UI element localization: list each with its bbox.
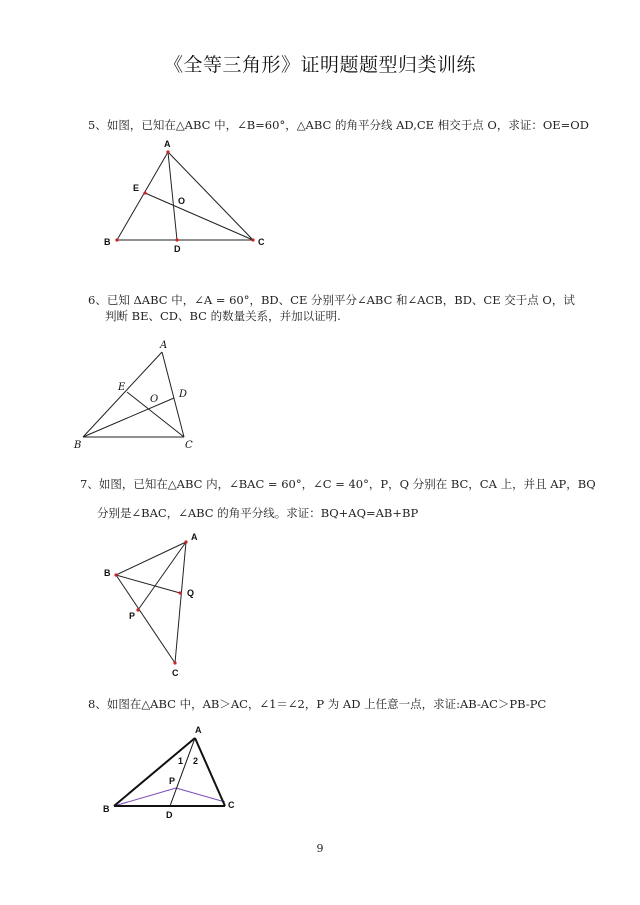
problem-7-figure [96, 530, 216, 680]
vertex-b-dot [114, 573, 117, 576]
bisector-ap [138, 542, 186, 610]
label-p: P [169, 776, 176, 786]
label-d: D [174, 244, 181, 254]
label-a: A [160, 340, 168, 351]
label-e: E [133, 183, 140, 193]
side-ab [116, 542, 186, 575]
vertex-c-dot [173, 661, 176, 664]
label-c: C [172, 668, 179, 678]
vertex-c-dot [251, 238, 254, 241]
label-b: B [74, 440, 82, 451]
problem-7-text-line-1: 7、如图，已知在△ABC 内，∠BAC = 60°，∠C = 40°，P，Q 分别在 BC，CA 上，并且 AP，BQ [80, 477, 596, 491]
point-e-dot [143, 191, 146, 194]
label-c: C [185, 440, 193, 451]
problem-6-text-line-1: 6、已知 ΔABC 中，∠A = 60°，BD、CE 分别平分∠ABC 和∠ACB，BD、CE 交于点 O，试 [88, 293, 575, 307]
point-p-dot [136, 608, 139, 611]
side-ac [195, 738, 225, 806]
problem-8-text: 8、如图在△ABC 中，AB＞AC，∠1＝∠2，P 为 AD 上任意一点，求证:AB-AC＞PB-PC [88, 697, 547, 711]
label-b: B [104, 568, 111, 578]
label-b: B [104, 237, 111, 247]
label-d: D [166, 810, 173, 820]
bisector-bd [83, 398, 174, 437]
label-angle-1: 1 [178, 756, 184, 766]
point-d-dot [175, 238, 178, 241]
problem-7-text-line-2: 分别是∠BAC，∠ABC 的角平分线。求证：BQ+AQ=AB+BP [97, 506, 419, 520]
label-c: C [228, 800, 235, 810]
page-title: 《全等三角形》证明题题型归类训练 [163, 54, 476, 76]
label-b: B [103, 804, 110, 814]
problem-5-figure [100, 138, 280, 258]
bisector-ce [145, 193, 253, 240]
problem-8-figure [100, 722, 250, 827]
label-o: O [150, 394, 159, 405]
label-a: A [164, 139, 171, 149]
bisector-bq [116, 575, 180, 593]
label-a: A [195, 725, 202, 735]
bisector-ad [168, 152, 177, 240]
label-o: O [178, 196, 186, 206]
point-q-dot [178, 591, 181, 594]
label-d: D [179, 389, 188, 400]
label-a: A [191, 532, 198, 542]
label-angle-2: 2 [193, 756, 199, 766]
vertex-b-dot [115, 238, 118, 241]
label-e: E [118, 382, 126, 393]
label-p: P [129, 611, 136, 621]
label-c: C [258, 237, 265, 247]
problem-6-text-line-2: 判断 BE、CD、BC 的数量关系，并加以证明. [105, 309, 341, 323]
vertex-a-dot [184, 540, 187, 543]
problem-6-figure [70, 336, 210, 456]
problem-5-text: 5、如图，已知在△ABC 中，∠B=60°，△ABC 的角平分线 AD,CE 相交于点 O，求证：OE=OD [88, 118, 589, 132]
label-q: Q [187, 588, 195, 598]
vertex-a-dot [166, 150, 169, 153]
side-ab [117, 152, 168, 240]
side-ac [175, 542, 186, 663]
page-number: 9 [316, 842, 324, 855]
side-bc [116, 575, 175, 663]
